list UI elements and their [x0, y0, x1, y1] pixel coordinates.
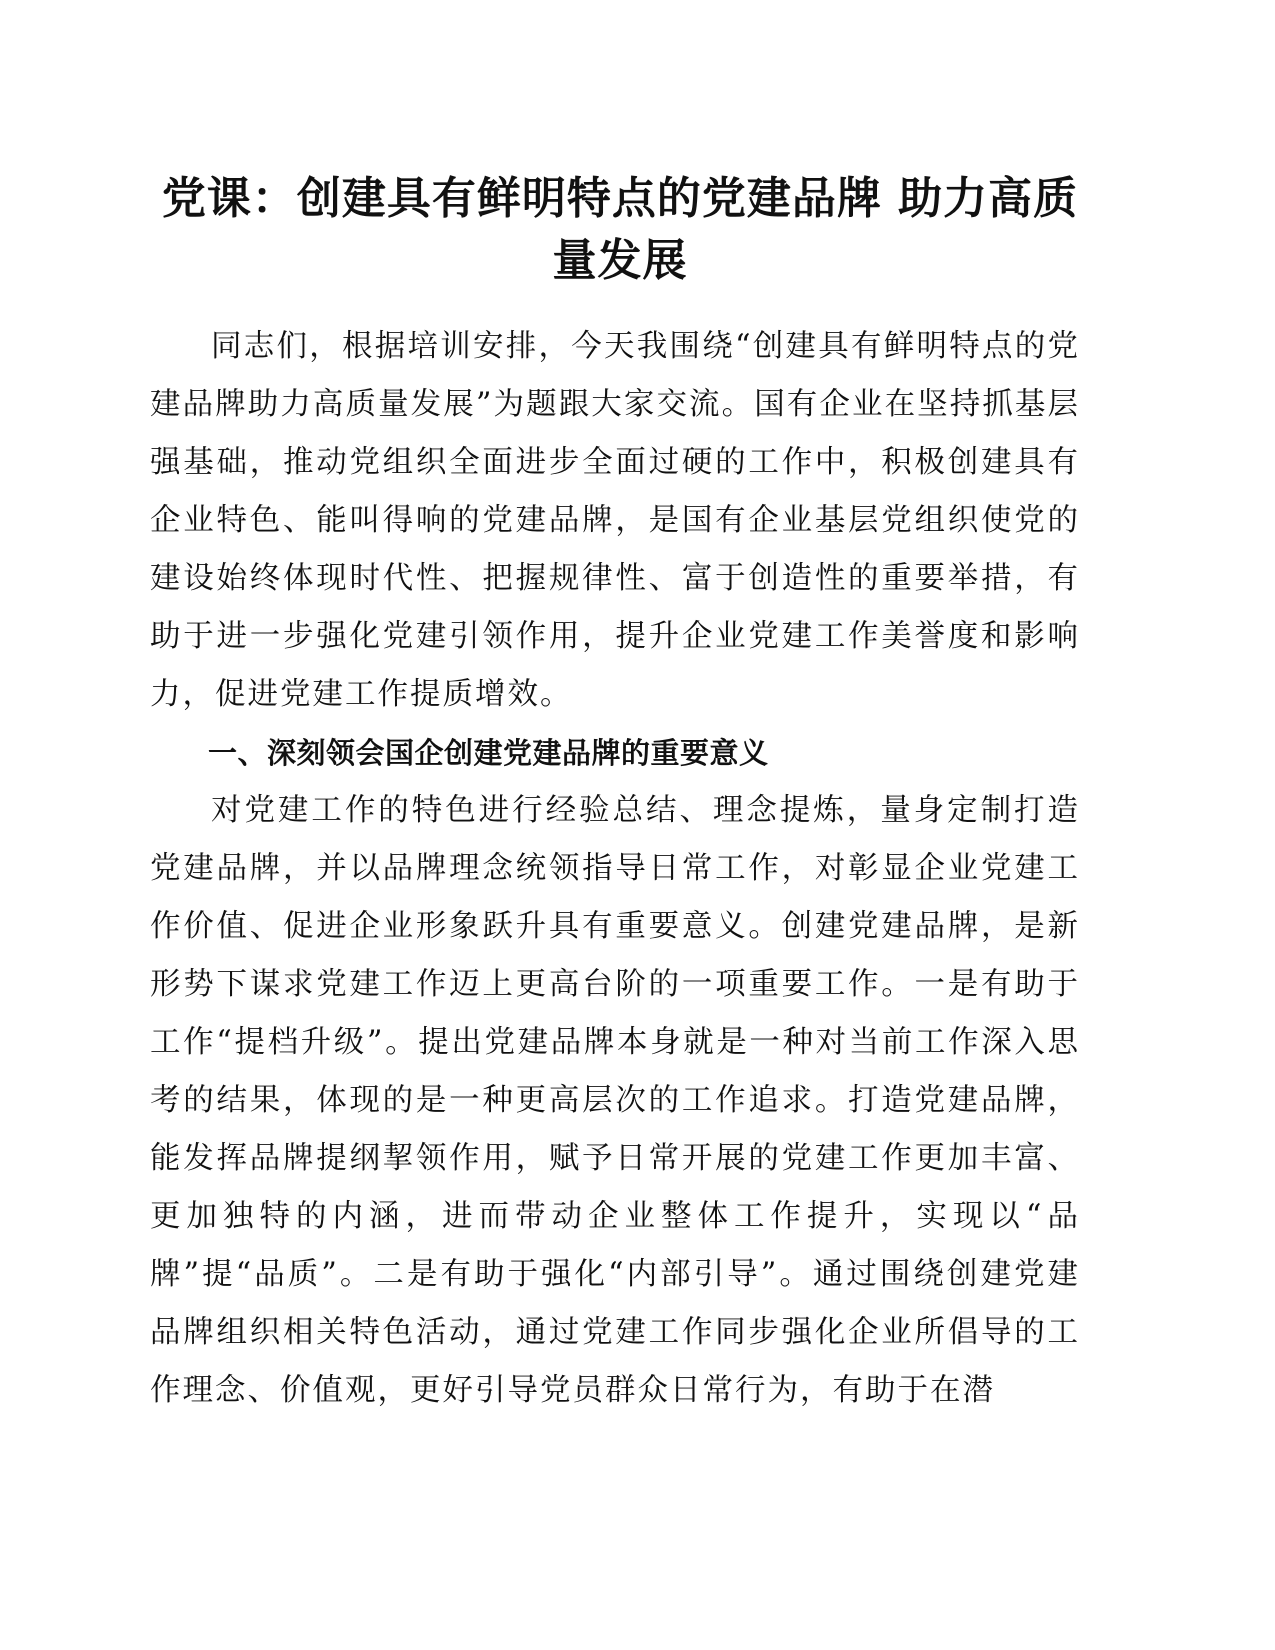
section-1-paragraph: 对党建工作的特色进行经验总结、理念提炼，量身定制打造党建品牌，并以品牌理念统领指导日常工作，对彰显企业党建工作价值、促进企业形象跃升具有重要意义。创建党建品牌，是新形势下谋求党建工作迈上更高台阶的一项重要工作。一是有助于工作“提档升级”。提出党建品牌本身就是一种对当前工作深入思考的结果，体现的是一种更高层次的工作追求。打造党建品牌，能发挥品牌提纲挈领作用，赋予日常开展的党建工作更加丰富、更加独特的内涵，进而带动企业整体工作提升，实现以“品牌”提“品质”。二是有助于强化“内部引导”。通过围绕创建党建品牌组织相关特色活动，通过党建工作同步强化企业所倡导的工作理念、价值观，更好引导党员群众日常行为，有助于在潜 — [150, 793, 1080, 1408]
document-title: 党课：创建具有鲜明特点的党建品牌 助力高质量发展 — [161, 173, 1079, 286]
document-body — [150, 318, 1080, 1420]
section-heading-1: 一、深刻领会国企创建党建品牌的重要意义 — [208, 736, 769, 770]
intro-paragraph: 同志们，根据培训安排，今天我围绕“创建具有鲜明特点的党建品牌助力高质量发展”为题跟大家交流。国有企业在坚持抓基层强基础，推动党组织全面进步全面过硬的工作中，积极创建具有企业特色、能叫得响的党建品牌，是国有企业基层党组织使党的建设始终体现时代性、把握规律性、富于创造性的重要举措，有助于进一步强化党建引领作用，提升企业党建工作美誉度和影响力，促进党建工作提质增效。 — [150, 329, 1080, 712]
